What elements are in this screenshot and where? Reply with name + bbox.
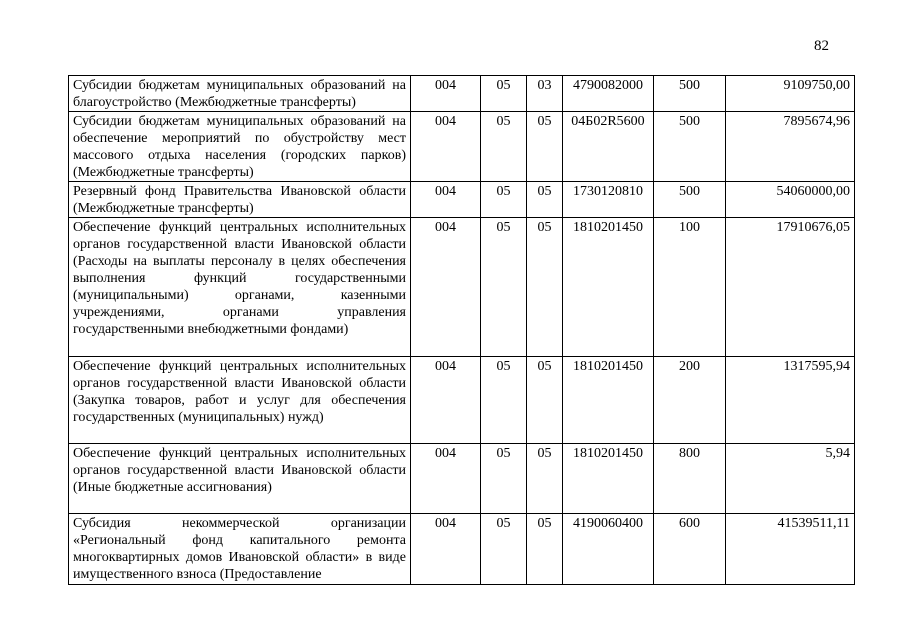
subsection-code-cell: 05 [527, 182, 563, 218]
target-article-cell: 4790082000 [563, 76, 654, 112]
subsection-code-cell: 05 [527, 218, 563, 357]
section-code-cell: 05 [481, 182, 527, 218]
table-row [69, 182, 855, 218]
subsection-code-cell: 05 [527, 444, 563, 514]
expense-type-cell: 500 [654, 182, 726, 218]
section-code-cell: 05 [481, 514, 527, 585]
section-code-cell: 05 [481, 357, 527, 444]
expense-name-cell: Резервный фонд Правительства Ивановской области (Межбюджетные трансферты) [69, 182, 411, 218]
table-row [69, 112, 855, 182]
expense-name-cell: Обеспечение функций центральных исполнительных органов государственной власти Ивановской области (Расходы на выплаты персоналу в целях обеспечения выполнения функций государственными (муниципальными) органами, казенными учреждениями, органами управления государственными внебюджетными фондами) [69, 218, 411, 357]
amount-cell: 9109750,00 [726, 76, 855, 112]
section-code-cell: 05 [481, 218, 527, 357]
expense-type-cell: 500 [654, 76, 726, 112]
amount-cell: 54060000,00 [726, 182, 855, 218]
section-code-cell: 05 [481, 112, 527, 182]
section-code-cell: 05 [481, 444, 527, 514]
amount-cell: 5,94 [726, 444, 855, 514]
ministry-code-cell: 004 [411, 444, 481, 514]
target-article-cell: 1730120810 [563, 182, 654, 218]
expense-name-cell: Обеспечение функций центральных исполнительных органов государственной власти Ивановской области (Закупка товаров, работ и услуг для обеспечения государственных (муниципальных) нужд) [69, 357, 411, 444]
target-article-cell: 1810201450 [563, 218, 654, 357]
amount-cell: 1317595,94 [726, 357, 855, 444]
ministry-code-cell: 004 [411, 112, 481, 182]
expense-name-cell: Субсидии бюджетам муниципальных образований на благоустройство (Межбюджетные трансферты) [69, 76, 411, 112]
target-article-cell: 1810201450 [563, 357, 654, 444]
subsection-code-cell: 05 [527, 112, 563, 182]
subsection-code-cell: 03 [527, 76, 563, 112]
ministry-code-cell: 004 [411, 76, 481, 112]
expense-type-cell: 500 [654, 112, 726, 182]
expense-type-cell: 100 [654, 218, 726, 357]
amount-cell: 7895674,96 [726, 112, 855, 182]
target-article-cell: 04Б02R5600 [563, 112, 654, 182]
target-article-cell: 1810201450 [563, 444, 654, 514]
amount-cell: 41539511,11 [726, 514, 855, 585]
subsection-code-cell: 05 [527, 357, 563, 444]
expense-name-cell: Обеспечение функций центральных исполнительных органов государственной власти Ивановской области (Иные бюджетные ассигнования) [69, 444, 411, 514]
ministry-code-cell: 004 [411, 182, 481, 218]
table-row [69, 76, 855, 112]
ministry-code-cell: 004 [411, 357, 481, 444]
table-row [69, 357, 855, 444]
expense-name-cell: Субсидия некоммерческой организации «Региональный фонд капитального ремонта многоквартирных домов Ивановской области» в виде имущественного взноса (Предоставление [69, 514, 411, 585]
table-row [69, 514, 855, 585]
section-code-cell: 05 [481, 76, 527, 112]
ministry-code-cell: 004 [411, 218, 481, 357]
page-number: 82 [814, 38, 829, 54]
table-row [69, 444, 855, 514]
budget-table [68, 75, 855, 585]
table-row [69, 218, 855, 357]
expense-name-cell: Субсидии бюджетам муниципальных образований на обеспечение мероприятий по обустройству мест массового отдыха населения (городских парков) (Межбюджетные трансферты) [69, 112, 411, 182]
expense-type-cell: 200 [654, 357, 726, 444]
expense-type-cell: 600 [654, 514, 726, 585]
amount-cell: 17910676,05 [726, 218, 855, 357]
target-article-cell: 4190060400 [563, 514, 654, 585]
ministry-code-cell: 004 [411, 514, 481, 585]
subsection-code-cell: 05 [527, 514, 563, 585]
expense-type-cell: 800 [654, 444, 726, 514]
